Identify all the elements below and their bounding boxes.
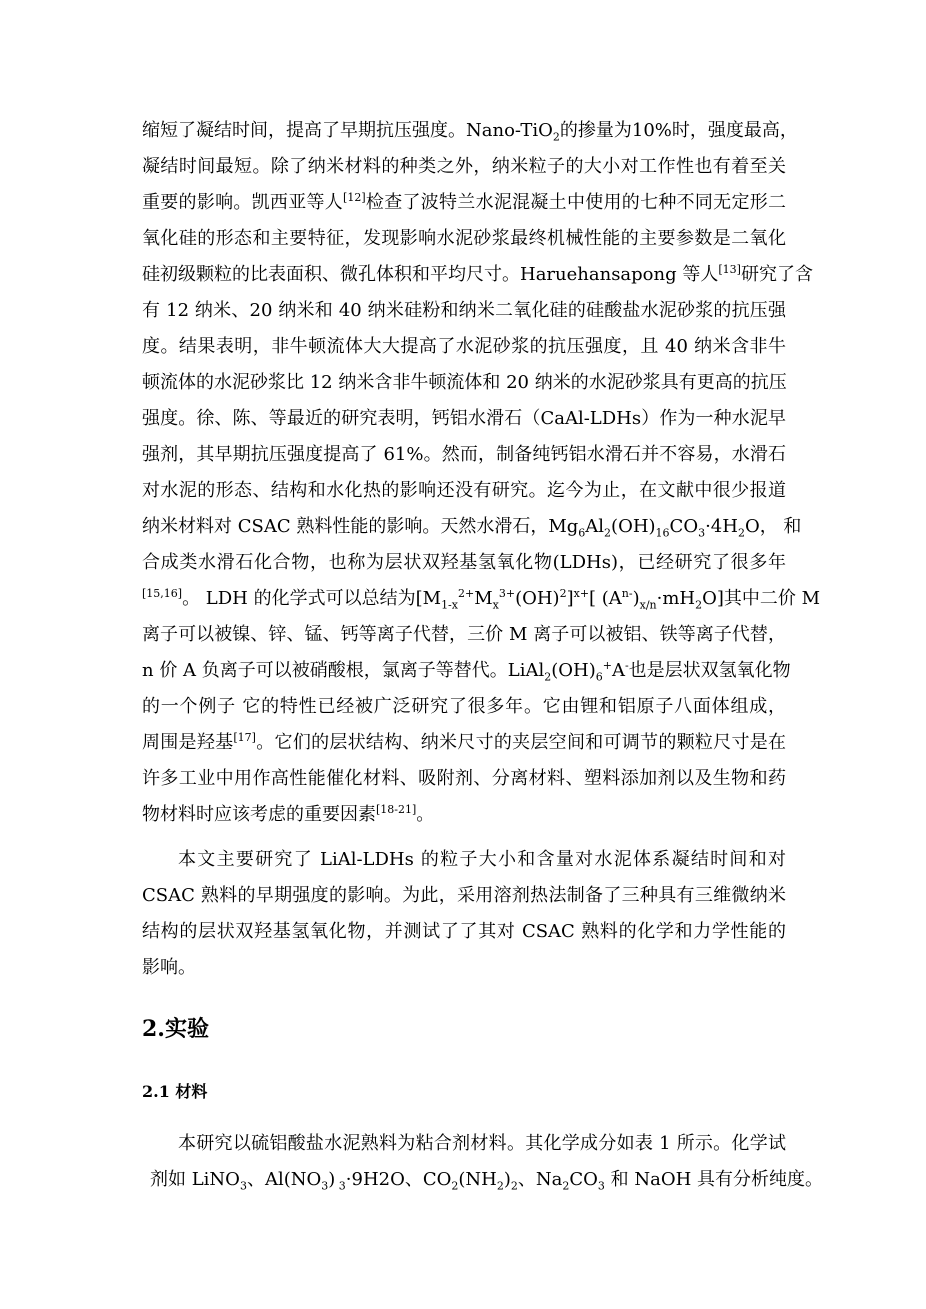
text-run: ) [632, 588, 640, 609]
citation: [18-21] [376, 803, 417, 816]
script-run: 6 [595, 670, 603, 684]
text-run: 顿流体的水泥砂浆比 12 纳米含非牛顿流体和 20 纳米的水泥砂浆具有更高的抗压 [142, 372, 787, 393]
text-run: 对水泥的形态、结构和水化热的影响还没有研究。迄今为止，在文献中很少报道 [142, 480, 786, 501]
body-line [142, 764, 786, 794]
text-run: 、Na [517, 1169, 563, 1190]
script-run: 3 [698, 526, 706, 540]
body-line [142, 332, 786, 362]
body-line [142, 800, 786, 830]
text-run: 缩短了凝结时间，提高了早期抗压强度。Nano-TiO [142, 120, 553, 141]
script-run: 1-x [441, 598, 458, 612]
script-run: - [624, 659, 629, 672]
text-run: (NH [458, 1169, 497, 1190]
script-run: x+ [573, 587, 590, 600]
script-run: 2 [544, 670, 552, 684]
text-run: [ (A [589, 588, 622, 609]
body-line [178, 845, 786, 875]
text-run: 有 12 纳米、20 纳米和 40 纳米硅粉和纳米二氧化硅的硅酸盐水泥砂浆的抗压强 [142, 300, 786, 321]
script-run: + [602, 659, 612, 672]
text-run: ·mH [656, 588, 696, 609]
body-line [142, 917, 786, 947]
text-run: 。 LDH 的化学式可以总结为[M [182, 588, 442, 609]
text-run: 、Al(NO [246, 1169, 322, 1190]
text-run: 。它们的层状结构、纳米尺寸的夹层空间和可调节的颗粒尺寸是在 [255, 732, 787, 753]
body-line [142, 728, 786, 758]
text-run: M [474, 588, 493, 609]
citation: [13] [718, 263, 741, 276]
body-line [142, 620, 786, 650]
citation: [15,16] [142, 587, 183, 600]
text-run: 结构的层状双羟基氢氧化物，并测试了了其对 CSAC 熟料的化学和力学性能的 [142, 921, 786, 942]
script-run: x/n [639, 598, 657, 612]
script-run: n- [621, 587, 633, 600]
text-run: (OH) [551, 660, 596, 681]
body-line [142, 368, 786, 398]
script-run: 2 [510, 1179, 518, 1193]
text-run: 。 [416, 804, 435, 825]
body-line [142, 476, 786, 506]
script-run: 2 [695, 598, 703, 612]
text-run: ] [566, 588, 574, 609]
text-run: 研究了含 [740, 264, 813, 285]
text-run: 也是层状双氢氧化物 [628, 660, 791, 681]
text-run: 合成类水滑石化合物，也称为层状双羟基氢氧化物(LDHs)，已经研究了很多年 [142, 552, 786, 573]
body-line [142, 296, 786, 326]
script-run: 2 [559, 587, 567, 600]
body-line [142, 152, 786, 182]
text-run: (OH) [611, 516, 656, 537]
body-line [142, 656, 791, 686]
text-run: 度。结果表明，非牛顿流体大大提高了水泥砂浆的抗压强度，且 40 纳米含非牛 [142, 336, 786, 357]
text-run: CSAC 熟料的早期强度的影响。为此，采用溶剂热法制备了三种具有三维微纳米 [142, 885, 786, 906]
script-run: 3+ [498, 587, 516, 600]
text-run: ·4H [705, 516, 738, 537]
text-run: 和 NaOH 具有分析纯度。 [604, 1169, 824, 1190]
text-run: 的一个例子 它的特性已经被广泛研究了很多年。它由锂和铝原子八面体组成， [142, 696, 786, 717]
text-run: 纳米材料对 CSAC 熟料性能的影响。天然水滑石，Mg [142, 516, 579, 537]
text-run: 硅初级颗粒的比表面积、微孔体积和平均尺寸。Haruehansapong 等人 [142, 264, 719, 285]
text-run: ) [328, 1169, 336, 1190]
citation: [17] [233, 731, 256, 744]
body-line [142, 224, 786, 254]
body-line [142, 440, 786, 470]
body-line [142, 260, 813, 290]
body-line [142, 692, 786, 722]
script-run: 2 [496, 1179, 504, 1193]
text-run: A [611, 660, 625, 681]
section-heading: 2.实验 [142, 1016, 209, 1042]
body-line [178, 1129, 786, 1159]
body-line [142, 404, 786, 434]
text-run: 强度。徐、陈、等最近的研究表明，钙铝水滑石（CaAl-LDHs）作为一种水泥早 [142, 408, 786, 429]
text-run: 离子可以被镍、锌、锰、钙等离子代替，三价 M 离子可以被铝、铁等离子代替， [142, 624, 786, 645]
text-run: 凝结时间最短。除了纳米材料的种类之外，纳米粒子的大小对工作性也有着至关 [142, 156, 786, 177]
body-line [142, 512, 802, 542]
text-run: 剂如 LiNO [150, 1169, 240, 1190]
text-run: 重要的影响。凯西亚等人 [142, 192, 344, 213]
script-run: 2 [604, 526, 612, 540]
script-run: 2 [552, 130, 560, 144]
text-run: 氧化硅的形态和主要特征，发现影响水泥砂浆最终机械性能的主要参数是二氧化 [142, 228, 786, 249]
text-run: 许多工业中用作高性能催化材料、吸附剂、分离材料、塑料添加剂以及生物和药 [142, 768, 786, 789]
body-line [142, 116, 798, 146]
script-run: 16 [655, 526, 670, 540]
text-run: CO [669, 516, 699, 537]
body-line [150, 1165, 824, 1195]
text-run: (OH) [515, 588, 560, 609]
text-run: O， 和 [744, 516, 802, 537]
text-run: 周围是羟基 [142, 732, 234, 753]
body-line [142, 953, 786, 983]
script-run: 2 [737, 526, 745, 540]
body-line [142, 188, 786, 218]
citation: [12] [343, 191, 366, 204]
body-line [142, 584, 821, 614]
text-run: 影响。 [142, 957, 196, 978]
text-run: 本文主要研究了 LiAl-LDHs 的粒子大小和含量对水泥体系凝结时间和对 [178, 849, 786, 870]
script-run: 3 [321, 1179, 329, 1193]
script-run: 2 [562, 1179, 570, 1193]
body-line [142, 548, 786, 578]
text-run: 物材料时应该考虑的重要因素 [142, 804, 376, 825]
text-run: Al [585, 516, 605, 537]
script-run: 3 [335, 1179, 346, 1193]
text-run: 的掺量为10%时，强度最高， [559, 120, 798, 141]
text-run: 强剂，其早期抗压强度提高了 61%。然而，制备纯钙铝水滑石并不容易，水滑石 [142, 444, 786, 465]
text-run: O]其中二价 M [702, 588, 821, 609]
script-run: 2+ [457, 587, 475, 600]
body-line [142, 881, 786, 911]
text-run: ·9H2O、CO [345, 1169, 452, 1190]
text-run: n 价 A 负离子可以被硝酸根，氯离子等替代。LiAl [142, 660, 545, 681]
subsection-heading: 2.1 材料 [142, 1082, 208, 1101]
text-run: 检查了波特兰水泥混凝土中使用的七种不同无定形二 [365, 192, 787, 213]
script-run: 3 [239, 1179, 247, 1193]
script-run: x [492, 598, 499, 612]
script-run: 6 [578, 526, 586, 540]
script-run: 3 [597, 1179, 605, 1193]
text-run: 本研究以硫铝酸盐水泥熟料为粘合剂材料。其化学成分如表 1 所示。化学试 [178, 1133, 786, 1154]
script-run: 2 [451, 1179, 459, 1193]
text-run: CO [569, 1169, 598, 1190]
text-run: ) [503, 1169, 511, 1190]
